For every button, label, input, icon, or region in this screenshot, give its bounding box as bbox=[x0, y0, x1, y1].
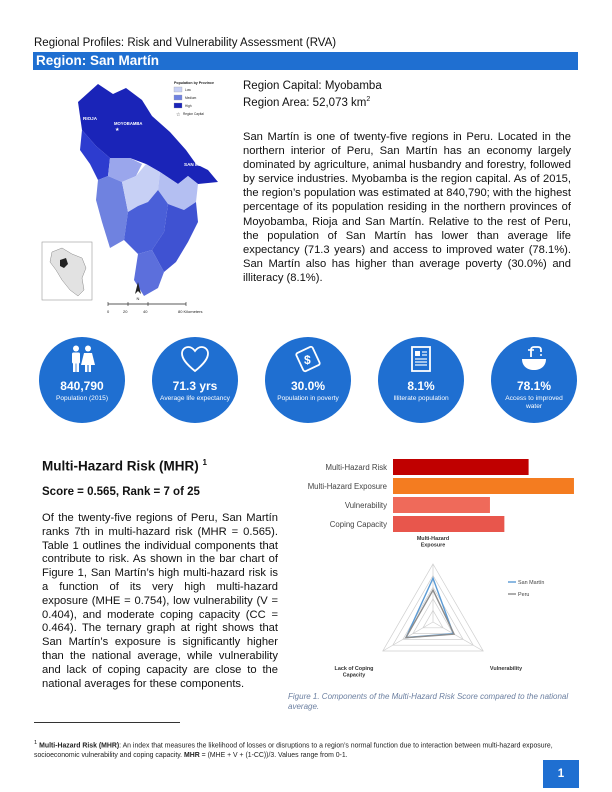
stat-label: Access to improved water bbox=[505, 395, 563, 411]
bar-multi-hazard-risk bbox=[393, 459, 529, 475]
region-capital: Region Capital: Myobamba bbox=[243, 80, 382, 92]
svg-text:0: 0 bbox=[107, 309, 110, 314]
capital-star-icon: ★ bbox=[115, 127, 120, 133]
legend-low: Low bbox=[185, 88, 191, 92]
stats-row bbox=[39, 337, 579, 423]
figure-caption: Figure 1. Components of the Multi-Hazard Risk Score compared to the national average. bbox=[288, 692, 569, 711]
bar-category-label: Coping Capacity bbox=[329, 520, 387, 529]
svg-text:$: $ bbox=[304, 353, 311, 367]
svg-text:40: 40 bbox=[143, 309, 148, 314]
legend-high: High bbox=[185, 104, 192, 108]
city-label-rioja: RIOJA bbox=[83, 116, 98, 121]
people-icon bbox=[67, 345, 97, 373]
stat-life-expectancy bbox=[152, 337, 238, 423]
document-icon bbox=[406, 345, 436, 373]
star-icon: ☆ bbox=[176, 112, 181, 118]
stat-poverty bbox=[265, 337, 351, 423]
stat-value: 30.0% bbox=[290, 379, 326, 393]
bar-vulnerability bbox=[393, 497, 490, 513]
bar-multi-hazard-exposure bbox=[393, 478, 574, 494]
svg-text:20: 20 bbox=[123, 309, 128, 314]
region-map bbox=[38, 72, 233, 327]
radar-axis-label: Lack of Coping Capacity bbox=[334, 666, 374, 679]
radar-series-peru bbox=[406, 590, 454, 638]
bar-category-label: Vulnerability bbox=[344, 501, 387, 510]
mhr-radar-chart bbox=[288, 535, 578, 685]
region-info bbox=[243, 79, 382, 110]
stat-value: 8.1% bbox=[407, 379, 435, 393]
radar-axis bbox=[433, 622, 483, 651]
bar-category-label: Multi-Hazard Risk bbox=[325, 463, 387, 472]
stat-value: 78.1% bbox=[516, 379, 552, 393]
faucet-icon bbox=[519, 345, 549, 373]
bar-category-label: Multi-Hazard Exposure bbox=[307, 482, 387, 491]
legend-label: Peru bbox=[518, 592, 530, 598]
legend-label: San Martín bbox=[518, 580, 545, 586]
mhr-bar-chart bbox=[288, 456, 578, 536]
scale-bar bbox=[107, 302, 202, 314]
legend-capital: Region Capital bbox=[183, 112, 204, 116]
stat-water-access bbox=[491, 337, 577, 423]
mhr-heading: Multi-Hazard Risk (MHR) $^1$ bbox=[42, 458, 207, 474]
bar-coping-capacity bbox=[393, 516, 504, 532]
city-label-moyobamba: MOYOBAMBA bbox=[114, 121, 143, 126]
stat-value: 840,790 bbox=[60, 379, 104, 393]
svg-text:N: N bbox=[136, 296, 140, 301]
region-area: Region Area: 52,073 $km^2$ bbox=[243, 96, 371, 109]
mhr-score: Score = 0.565, Rank = 7 of 25 bbox=[42, 486, 200, 498]
stat-label: Average life expectancy bbox=[160, 395, 230, 402]
stat-value: 71.3 yrs bbox=[172, 379, 218, 393]
mhr-paragraph: Of the twenty-five regions of Peru, San Martín ranks 7th in multi-hazard risk (MHR = 0.565). Table 1 outlines the individual components that contribute to risk. As shown in the bar chart of Figure 1, San Martín’s high multi-hazard risk is a function of its very high multi-hazard exposure (MHE = 0.754), low vulnerability (V = 0.404), and moderate coping capacity (CC = 0.464). The ternary graph at right shows that San Martín’s exposure is significantly higher than the national average, while vulnerability and lack of coping capacity are close to the national averages for these components. bbox=[42, 512, 278, 690]
money-icon bbox=[293, 345, 323, 373]
map-legend bbox=[174, 81, 214, 118]
footnote-divider bbox=[34, 722, 180, 723]
city-label-san-martin: SAN MARTÍN bbox=[184, 162, 213, 167]
intro-paragraph: San Martín is one of twenty-five regions in Peru. Located in the northern interior of Peru, San Martín has an economy largely dominated by agriculture, animal husbandry and forestry, followed by service industries. Myobamba is the region capital. As of 2015, the region’s population was estimated at 840,790; with the highest percentage of its population residing in the northern provinces of Moyobamba, Rioja and San Martín. Relative to the rest of Peru, the population of San Martín has lower than average life expectancy (71.3 years) and access to improved water (78.1%). San Martín also has higher than average poverty (30.0%) and illiteracy (8.1%). bbox=[243, 131, 571, 284]
stat-illiteracy bbox=[378, 337, 464, 423]
peru-inset-map bbox=[42, 242, 92, 300]
radar-axis-label: Vulnerability bbox=[489, 666, 523, 672]
document-title: Regional Profiles: Risk and Vulnerability Assessment (RVA) bbox=[34, 37, 337, 49]
stat-label: Population in poverty bbox=[277, 395, 339, 402]
svg-text:80 Kilometers: 80 Kilometers bbox=[178, 309, 203, 314]
footnote: $^1$ Multi-Hazard Risk (MHR): An index that measures the likelihood of losses or disruptions to a region’s normal function due to interaction between multi-hazard exposure, socioeconomic vulnerability and coping capacity. MHR = (MHE + V + (1-CC))/3. Values range from 0-1. bbox=[34, 740, 553, 759]
stat-label: Illiterate population bbox=[393, 395, 449, 402]
legend-medium: Medium bbox=[185, 96, 197, 100]
radar-axis-label: Multi-Hazard Exposure bbox=[416, 536, 450, 549]
legend-title: Population by Province bbox=[174, 81, 214, 85]
heart-icon bbox=[180, 345, 210, 373]
region-banner: Region: San Martín bbox=[33, 52, 578, 70]
page-number: 1 bbox=[543, 760, 579, 788]
stat-population bbox=[39, 337, 125, 423]
stat-label: Population (2015) bbox=[55, 395, 109, 402]
